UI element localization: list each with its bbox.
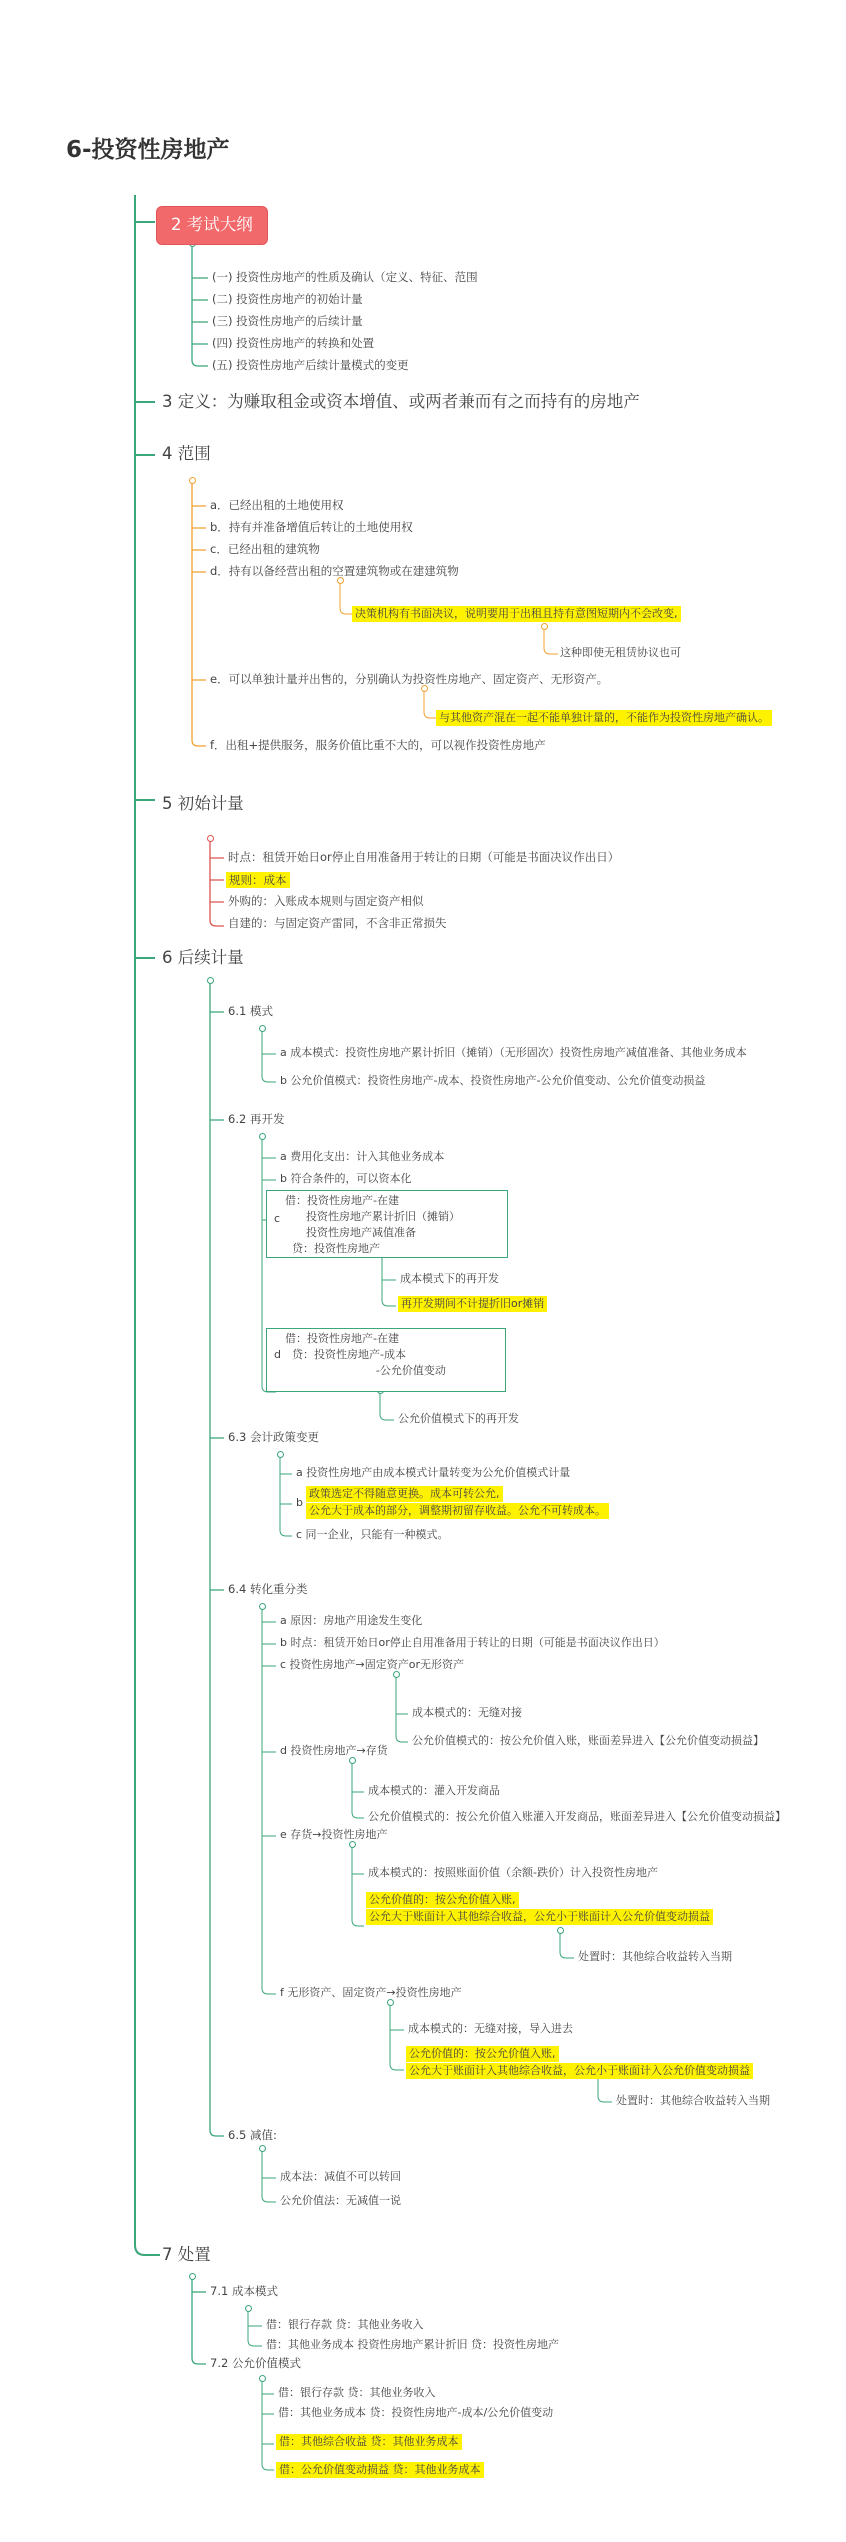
collapse-handle[interactable] [189,477,196,484]
list-item[interactable]: a 原因：房地产用途发生变化 [280,1614,423,1627]
note-highlight[interactable]: 公允大于成本的部分，调整期初留存收益。公允不可转成本。 [306,1503,609,1519]
note-highlight[interactable]: 政策选定不得随意更换。成本可转公允, [306,1486,503,1502]
list-item[interactable]: c．已经出租的建筑物 [210,542,320,556]
note-highlight[interactable]: 公允大于账面计入其他综合收益，公允小于账面计入公允价值变动损益 [406,2063,753,2079]
entry-box[interactable] [266,1190,508,1258]
note[interactable]: 处置时：其他综合收益转入当期 [578,1950,732,1963]
list-item[interactable]: b 公允价值模式：投资性房地产-成本、投资性房地产-公允价值变动、公允价值变动损益 [280,1074,706,1087]
list-item[interactable]: f 无形资产、固定资产→投资性房地产 [280,1986,462,1999]
subtopic-policy-change[interactable]: 6.3 会计政策变更 [228,1430,319,1444]
list-item[interactable]: 成本法：减值不可以转回 [280,2170,401,2183]
list-item[interactable]: 借：其他业务成本 贷：投资性房地产-成本/公允价值变动 [278,2406,554,2419]
note-highlight[interactable]: 与其他资产混在一起不能单独计量的，不能作为投资性房地产确认。 [436,710,772,726]
collapse-handle[interactable] [259,1133,266,1140]
list-item[interactable]: (一) 投资性房地产的性质及确认（定义、特征、范围 [212,270,478,284]
collapse-handle[interactable] [189,2273,196,2280]
list-item[interactable]: 自建的：与固定资产雷同，不含非正常损失 [228,916,447,930]
list-item[interactable]: f．出租+提供服务，服务价值比重不大的，可以视作投资性房地产 [210,738,546,752]
collapse-handle[interactable] [387,1999,394,2006]
list-item[interactable]: 时点：租赁开始日or停止自用准备用于转让的日期（可能是书面决议作出日） [228,850,620,864]
note[interactable]: 成本模式的：无缝对接，导入进去 [408,2022,573,2035]
note[interactable]: 成本模式的：按照账面价值（余额-跌价）计入投资性房地产 [368,1866,658,1879]
item-label: d [274,1348,281,1361]
list-item[interactable]: b．持有并准备增值后转让的土地使用权 [210,520,413,534]
list-item[interactable]: (二) 投资性房地产的初始计量 [212,292,363,306]
subtopic-fair-value-model[interactable]: 7.2 公允价值模式 [210,2356,301,2370]
subtopic-mode[interactable]: 6.1 模式 [228,1004,273,1018]
subtopic-redevelopment[interactable]: 6.2 再开发 [228,1112,285,1126]
note[interactable]: 公允价值模式下的再开发 [398,1412,519,1425]
topic-exam-outline[interactable]: 2 考试大纲 [156,206,268,245]
topic-disposal[interactable]: 7 处置 [162,2245,211,2264]
collapse-handle[interactable] [277,1451,284,1458]
collapse-handle[interactable] [349,1757,356,1764]
list-item[interactable]: a．已经出租的土地使用权 [210,498,344,512]
list-item[interactable]: e．可以单独计量并出售的，分别确认为投资性房地产、固定资产、无形资产。 [210,672,609,686]
note[interactable]: 公允价值模式的：按公允价值入账，账面差异进入【公允价值变动损益】 [412,1734,764,1747]
journal-entry: 借：投资性房地产-在建 投资性房地产累计折旧（摊销） 投资性房地产减值准备 贷：投资性房地产 [285,1194,460,1255]
note[interactable]: 成本模式的：无缝对接 [412,1706,522,1719]
item-label: c [274,1212,281,1225]
list-item[interactable]: (四) 投资性房地产的转换和处置 [212,336,375,350]
entry-box[interactable] [266,1328,506,1392]
note-highlight[interactable]: 再开发期间不计提折旧or摊销 [398,1296,547,1312]
note[interactable]: 成本模式的：灌入开发商品 [368,1784,500,1797]
note-highlight[interactable]: 借：公允价值变动损益 贷：其他业务成本 [276,2462,484,2478]
page-title: 6-投资性房地产 [66,137,230,163]
subtopic-cost-model[interactable]: 7.1 成本模式 [210,2284,278,2298]
note[interactable]: 这种即使无租赁协议也可 [560,646,681,659]
topic-scope[interactable]: 4 范围 [162,444,211,463]
list-item[interactable]: (五) 投资性房地产后续计量模式的变更 [212,358,409,372]
note[interactable]: 成本模式下的再开发 [400,1272,499,1285]
journal-entry: 借：投资性房地产-在建 贷：投资性房地产-成本 -公允价值变动 [285,1332,446,1377]
list-item[interactable]: 外购的：入账成本规则与固定资产相似 [228,894,424,908]
list-item[interactable]: 借：银行存款 贷：其他业务收入 [278,2386,436,2399]
list-item[interactable]: a 投资性房地产由成本模式计量转变为公允价值模式计量 [296,1466,571,1479]
list-item[interactable]: (三) 投资性房地产的后续计量 [212,314,363,328]
note-highlight[interactable]: 公允价值的：按公允价值入账, [406,2046,559,2062]
collapse-handle[interactable] [207,835,214,842]
list-item[interactable]: c 投资性房地产→固定资产or无形资产 [280,1658,465,1671]
note-highlight[interactable]: 借：其他综合收益 贷：其他业务成本 [276,2434,462,2450]
list-item[interactable]: a 成本模式：投资性房地产累计折旧（摊销）（无形固次）投资性房地产减值准备、其他业务成本 [280,1046,747,1059]
list-item[interactable]: 借：银行存款 贷：其他业务收入 [266,2318,424,2331]
topic-subsequent-measurement[interactable]: 6 后续计量 [162,948,244,967]
note-highlight[interactable]: 公允大于账面计入其他综合收益，公允小于账面计入公允价值变动损益 [366,1909,713,1925]
list-item[interactable]: 规则：成本 [226,872,290,888]
collapse-handle[interactable] [541,623,548,630]
subtopic-reclassification[interactable]: 6.4 转化重分类 [228,1582,308,1596]
list-item[interactable]: 借：其他业务成本 投资性房地产累计折旧 贷：投资性房地产 [266,2338,559,2351]
note-highlight[interactable]: 决策机构有书面决议，说明要用于出租且持有意图短期内不会改变, [352,606,681,622]
collapse-handle[interactable] [207,977,214,984]
collapse-handle[interactable] [259,1025,266,1032]
item-label: b [296,1496,303,1509]
topic-initial-measurement[interactable]: 5 初始计量 [162,794,244,813]
list-item[interactable]: c 同一企业，只能有一种模式。 [296,1528,449,1541]
collapse-handle[interactable] [393,1671,400,1678]
collapse-handle[interactable] [349,1841,356,1848]
collapse-handle[interactable] [259,2145,266,2152]
list-item[interactable]: d．持有以备经营出租的空置建筑物或在建建筑物 [210,564,459,578]
collapse-handle[interactable] [259,2375,266,2382]
collapse-handle[interactable] [245,2305,252,2312]
collapse-handle[interactable] [557,1927,564,1934]
subtopic-impairment[interactable]: 6.5 减值: [228,2128,277,2142]
list-item[interactable]: b 时点：租赁开始日or停止自用准备用于转让的日期（可能是书面决议作出日） [280,1636,665,1649]
note[interactable]: 公允价值模式的：按公允价值入账灌入开发商品，账面差异进入【公允价值变动损益】 [368,1810,786,1823]
topic-definition[interactable]: 3 定义：为赚取租金或资本增值、或两者兼而有之而持有的房地产 [162,392,640,411]
note-highlight[interactable]: 公允价值的：按公允价值入账, [366,1892,519,1908]
list-item[interactable]: d 投资性房地产→存货 [280,1744,388,1757]
list-item[interactable]: 公允价值法：无减值一说 [280,2194,401,2207]
list-item[interactable]: a 费用化支出：计入其他业务成本 [280,1150,445,1163]
list-item[interactable]: b 符合条件的，可以资本化 [280,1172,412,1185]
note[interactable]: 处置时：其他综合收益转入当期 [616,2094,770,2107]
list-item[interactable]: e 存货→投资性房地产 [280,1828,388,1841]
collapse-handle[interactable] [259,1603,266,1610]
